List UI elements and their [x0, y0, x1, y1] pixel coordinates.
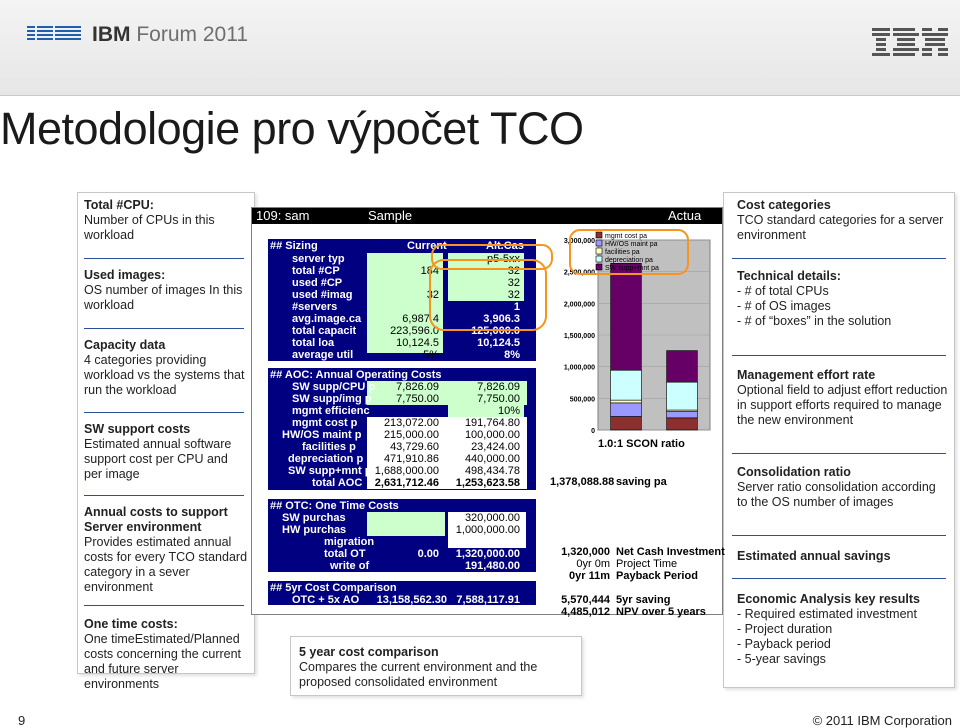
sizing-current: 6,987.4: [402, 313, 439, 325]
otc-alt: 191,480.00: [464, 560, 520, 572]
result-label: Net Cash Investment: [616, 546, 725, 558]
aoc-label: total AOC: [312, 477, 363, 489]
result-label: NPV over 5 years: [616, 606, 706, 618]
saving-value: 1,378,088.88: [550, 476, 615, 488]
page-number: 9: [18, 713, 26, 728]
sizing-label: average util: [292, 349, 354, 361]
note-sw-support-costs: SW support costs Estimated annual software support cost per CPU and per image: [84, 422, 232, 481]
result-value: 5,570,444: [561, 594, 610, 606]
aoc-alt: 100,000.00: [464, 429, 520, 441]
aoc-alt: 440,000.00: [464, 453, 520, 465]
legend-label: SW supp+mnt pa: [605, 265, 659, 272]
aoc-current: 471,910.86: [383, 453, 439, 465]
sizing-label: total loa: [292, 337, 335, 349]
highlight-legend: [570, 230, 688, 274]
sizing-current[interactable]: 32: [426, 289, 439, 301]
sizing-label: used #CP: [292, 277, 343, 289]
aoc-label: SW supp+mnt p: [288, 465, 372, 477]
aoc-alt[interactable]: 7,826.09: [477, 381, 520, 393]
sizing-current: 10,124.5: [396, 337, 439, 349]
highlight-sizing-alt: [430, 260, 546, 330]
y-tick-label: 1,500,000: [563, 333, 595, 340]
sizing-alt: 8%: [504, 349, 520, 361]
col-alt: Alt.Cas: [486, 240, 524, 252]
aoc-current: 43,729.60: [390, 441, 439, 453]
aoc-total-alt: 1,253,623.58: [455, 477, 520, 489]
otc-total-alt: 1,320,000.00: [455, 548, 520, 560]
note-capacity-data: Capacity data 4 categories providing workload vs the systems that run the workload: [84, 338, 245, 397]
sizing-alt: 125,000.0: [471, 325, 520, 337]
sizing-alt: 1: [513, 301, 520, 313]
aoc-label: mgmt efficienc: [292, 405, 370, 417]
aoc-current[interactable]: 7,750.00: [396, 393, 439, 405]
sizing-label: #servers: [292, 301, 338, 313]
result-value: 4,485,012: [561, 606, 610, 618]
otc-total-current: 0.00: [417, 548, 439, 560]
otc-header: ## OTC: One Time Costs: [270, 500, 399, 512]
sheet-actual: Actua: [668, 208, 702, 223]
aoc-current: 215,000.00: [383, 429, 439, 441]
sizing-label: used #imag: [292, 289, 353, 301]
note-one-time-costs: One time costs: One timeEstimated/Planned costs concerning the current and future server environments: [84, 617, 242, 691]
aoc-alt[interactable]: 10%: [497, 405, 520, 417]
sizing-label: total capacit: [292, 325, 357, 337]
otc-label: SW purchas: [282, 512, 346, 524]
aoc-total-current: 2,631,712.46: [374, 477, 439, 489]
col-current: Current: [407, 240, 447, 252]
comparison-current: 13,158,562.30: [376, 594, 447, 606]
sizing-alt[interactable]: 32: [507, 265, 520, 277]
sizing-alt: 10,124.5: [477, 337, 520, 349]
result-value: 0yr 0m: [576, 558, 610, 570]
sizing-label: server typ: [292, 253, 345, 265]
sizing-current: 223,596.0: [390, 325, 439, 337]
aoc-label: facilities p: [302, 441, 356, 453]
result-value: 1,320,000: [561, 546, 610, 558]
aoc-header: ## AOC: Annual Operating Costs: [270, 369, 442, 381]
aoc-label: SW supp/img p: [292, 393, 372, 405]
otc-label: write of: [330, 560, 370, 572]
sizing-header: ## Sizing: [270, 240, 318, 252]
otc-label: total OT: [324, 548, 366, 560]
comparison-alt: 7,588,117.91: [456, 594, 520, 606]
sizing-alt: 3,906.3: [483, 313, 520, 325]
note-technical-details: Technical details: - # of total CPUs - # of OS images - # of “boxes” in the solution: [737, 269, 892, 328]
legend-label: HW/OS maint pa: [605, 241, 658, 248]
brand-forum: Forum 2011: [136, 23, 249, 46]
callout-title: 5 year cost comparison: [299, 645, 439, 659]
aoc-current[interactable]: 7,826.09: [396, 381, 439, 393]
note-cost-categories: Cost categories TCO standard categories for a server environment: [737, 198, 944, 242]
otc-alt: 1,000,000.00: [455, 524, 520, 536]
comparison-label: OTC + 5x AO: [292, 594, 360, 606]
saving-label: saving pa: [616, 476, 667, 488]
sizing-label: avg.image.ca: [292, 313, 362, 325]
sizing-alt[interactable]: 32: [507, 289, 520, 301]
brand-primary: IBM: [92, 23, 131, 46]
callout-body: Compares the current environment and the proposed consolidated environment: [299, 660, 538, 689]
aoc-label: depreciation p: [288, 453, 364, 465]
otc-label: HW purchas: [282, 524, 347, 536]
note-used-images: Used images: OS number of images In this workload: [84, 268, 243, 312]
sheet-id: 109: sam: [256, 208, 310, 223]
sizing-current: 5%: [423, 349, 439, 361]
otc-label: migration: [324, 536, 375, 548]
sizing-alt[interactable]: p5-5xx: [486, 253, 520, 265]
y-tick-label: 500,000: [569, 396, 595, 404]
otc-alt: 320,000.00: [464, 512, 520, 524]
result-label: 5yr saving: [616, 594, 671, 606]
aoc-label: HW/OS maint p: [282, 429, 362, 441]
y-tick-label: 2,000,000: [563, 301, 595, 309]
note-economic-analysis: Economic Analysis key results - Required estimated investment - Project duration - Payback period - 5-year savings: [737, 592, 920, 666]
sizing-alt[interactable]: 32: [507, 277, 520, 289]
aoc-current: 1,688,000.00: [374, 465, 439, 477]
y-tick-label: 2,500,000: [563, 269, 595, 277]
page-title: Metodologie pro výpočet TCO: [0, 103, 584, 154]
note-estimated-savings: Estimated annual savings: [737, 549, 891, 563]
note-consolidation-ratio: Consolidation ratio Server ratio consolidation according to the OS number of images: [737, 465, 936, 509]
sizing-current[interactable]: 184: [420, 265, 439, 277]
aoc-label: SW supp/CPU p: [292, 381, 376, 393]
aoc-alt: 23,424.00: [471, 441, 520, 453]
result-value: 0yr 11m: [569, 570, 610, 582]
aoc-alt: 191,764.80: [464, 417, 520, 429]
legend-label: mgmt cost pa: [605, 233, 648, 240]
result-label: Payback Period: [616, 570, 698, 582]
legend-label: facilities pa: [605, 249, 640, 256]
note-total-cpu: Total #CPU: Number of CPUs in this workload: [84, 198, 215, 242]
aoc-alt: 498,434.78: [464, 465, 520, 477]
comparison-callout: [290, 636, 582, 696]
y-tick-label: 1,000,000: [563, 364, 595, 372]
highlight-alt-case: [432, 245, 552, 269]
y-tick-label: 3,000,000: [563, 238, 595, 245]
comparison-header: ## 5yr Cost Comparison: [270, 582, 397, 594]
note-management-effort: Management effort rate Optional field to adjust effort reduction in support efforts required to manage the new environment: [737, 368, 948, 427]
sheet-name: Sample: [368, 208, 413, 223]
result-label: Project Time: [616, 558, 678, 570]
aoc-label: mgmt cost p: [292, 417, 358, 429]
sizing-label: total #CP: [292, 265, 340, 277]
copyright: © 2011 IBM Corporation: [812, 713, 952, 728]
y-tick-label: 0: [591, 428, 595, 435]
aoc-alt[interactable]: 7,750.00: [477, 393, 520, 405]
legend-label: depreciation pa: [605, 257, 653, 264]
aoc-current: 213,072.00: [383, 417, 439, 429]
note-annual-costs: Annual costs to support Server environment Provides estimated annual costs for every TCO standard category in a sever environment: [84, 505, 248, 594]
scon-ratio: 1.0:1 SCON ratio: [598, 438, 685, 450]
